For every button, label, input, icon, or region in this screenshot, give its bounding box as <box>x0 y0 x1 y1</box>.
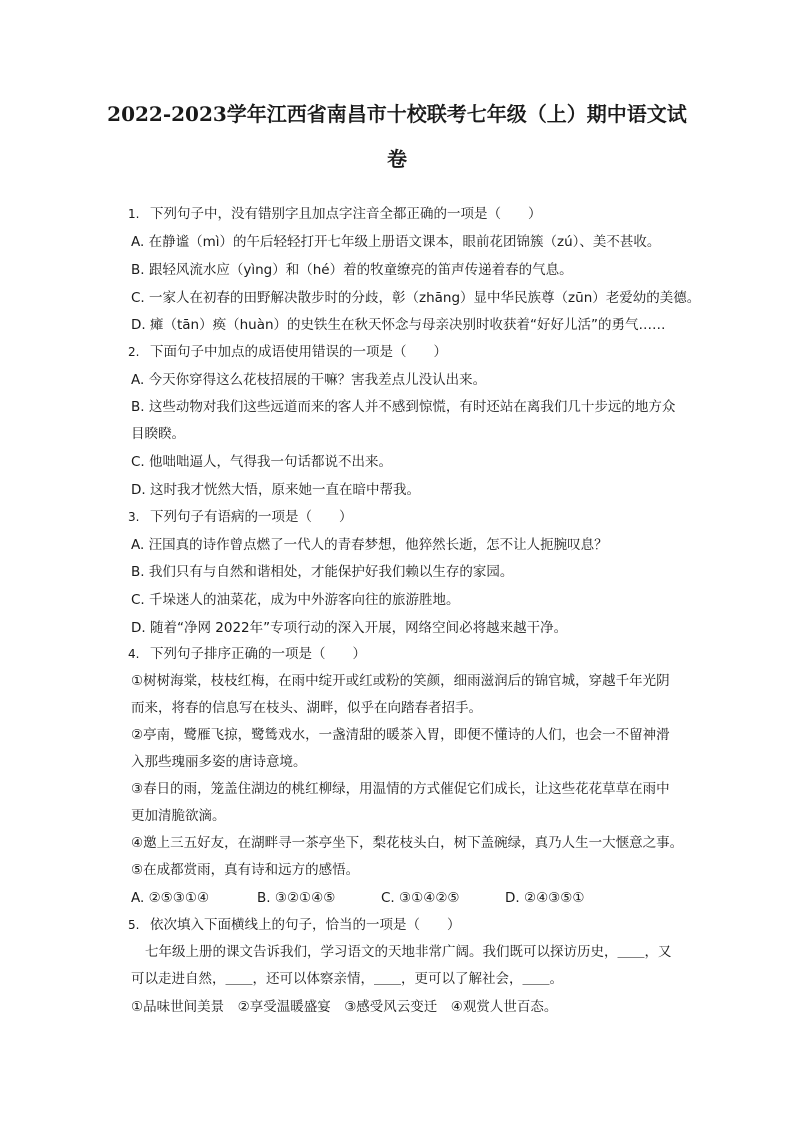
question-1-option-c: C. 一家人在初春的田野解决散步时的分歧，彰（zhāng）显中华民族尊（zūn）老爱幼的美德。 <box>131 290 701 306</box>
question-4-sentence-4: ④邀上三五好友，在湖畔寻一茶亭坐下，梨花枝头白，树下盖碗绿，真乃人生一大惬意之事。 <box>131 835 684 851</box>
question-3-option-a: A. 汪国真的诗作曾点燃了一代人的青春梦想，他猝然长逝，怎不让人扼腕叹息？ <box>131 537 608 553</box>
question-3-option-d: D. 随着“净网 2022年”专项行动的深入开展，网络空间必将越来越干净。 <box>131 620 568 636</box>
question-4-option-b: B. ③②①④⑤ <box>257 890 336 906</box>
question-1-option-d: D. 瘫（tān）痪（huàn）的史铁生在秋天怀念与母亲决别时收获着“好好儿活”的勇气…… <box>131 317 666 333</box>
question-text: 依次填入下面横线上的句子，恰当的一项是（ ） <box>150 917 461 933</box>
question-text: 下列句子中，没有错别字且加点字注音全都正确的一项是（ ） <box>150 206 542 222</box>
question-number: 2. <box>128 345 140 359</box>
question-number: 3. <box>128 510 140 524</box>
question-text: 下面句子中加点的成语使用错误的一项是（ ） <box>150 344 447 360</box>
question-number: 4. <box>128 647 140 661</box>
question-2-option-a: A. 今天你穿得这么花枝招展的干嘛？害我差点儿没认出来。 <box>131 372 487 388</box>
question-3-stem <box>128 508 353 526</box>
question-1-stem <box>128 205 542 223</box>
document-title-line2: 卷 <box>387 147 407 171</box>
question-4-stem <box>128 645 366 663</box>
question-4-sentence-3-line2: 更加清脆欲滴。 <box>131 808 226 824</box>
question-3-option-b: B. 我们只有与自然和谐相处，才能保护好我们赖以生存的家园。 <box>131 564 514 580</box>
question-4-sentence-1-line1: ①树树海棠，枝枝红梅，在雨中绽开或红或粉的笑颜，细雨滋润后的锦官城，穿越千年光阴 <box>131 673 670 689</box>
question-2-stem <box>128 343 447 361</box>
question-2-option-b-line1: B. 这些动物对我们这些远道而来的客人并不感到惊慌，有时还站在离我们几十步远的地方众 <box>131 399 676 415</box>
question-text: 下列句子排序正确的一项是（ ） <box>150 646 366 662</box>
question-4-option-d: D. ②④③⑤① <box>505 890 585 906</box>
question-5-stem <box>128 916 461 934</box>
question-4-sentence-3-line1: ③春日的雨，笼盖住湖边的桃红柳绿，用温情的方式催促它们成长，让这些花花草草在雨中 <box>131 781 670 797</box>
question-2-option-c: C. 他咄咄逼人，气得我一句话都说不出来。 <box>131 454 393 470</box>
question-number: 1. <box>128 207 140 221</box>
question-2-option-b-line2: 目睽睽。 <box>131 426 185 442</box>
question-4-option-c: C. ③①④②⑤ <box>381 890 460 906</box>
question-4-sentence-2-line1: ②亭南，鹭雁飞掠，鹭鸶戏水，一盏清甜的暖茶入胃，即便不懂诗的人们，也会一不留神滑 <box>131 727 670 743</box>
question-5-passage-line2: 可以走进自然，＿＿，还可以体察亲情，＿＿，更可以了解社会，＿＿。 <box>131 971 563 987</box>
question-4-sentence-2-line2: 入那些瑰丽多姿的唐诗意境。 <box>131 754 307 770</box>
question-5-choices: ①品味世间美景 ②享受温暖盛宴 ③感受风云变迁 ④观赏人世百态。 <box>131 999 558 1015</box>
question-number: 5. <box>128 918 140 932</box>
question-text: 下列句子有语病的一项是（ ） <box>150 509 353 525</box>
question-1-option-b: B. 跟轻风流水应（yìng）和（hé）着的牧童缭亮的笛声传递着春的气息。 <box>131 262 573 278</box>
question-1-option-a: A. 在静谧（mì）的午后轻轻打开七年级上册语文课本，眼前花团锦簇（zú）、美不甚收。 <box>131 234 661 250</box>
question-5-passage-line1: 七年级上册的课文告诉我们，学习语文的天地非常广阔。我们既可以探访历史，＿＿，又 <box>145 944 672 960</box>
document-title-line1: 2022-2023学年江西省南昌市十校联考七年级（上）期中语文试 <box>107 102 687 126</box>
question-4-sentence-1-line2: 而来，将春的信息写在枝头、湖畔，似乎在向踏春者招手。 <box>131 700 482 716</box>
question-4-sentence-5: ⑤在成都赏雨，真有诗和远方的感悟。 <box>131 862 360 878</box>
question-2-option-d: D. 这时我才恍然大悟，原来她一直在暗中帮我。 <box>131 482 420 498</box>
question-4-options <box>131 889 585 907</box>
question-4-option-a: A. ②⑤③①④ <box>131 890 210 906</box>
question-3-option-c: C. 千垛迷人的油菜花，成为中外游客向往的旅游胜地。 <box>131 592 460 608</box>
